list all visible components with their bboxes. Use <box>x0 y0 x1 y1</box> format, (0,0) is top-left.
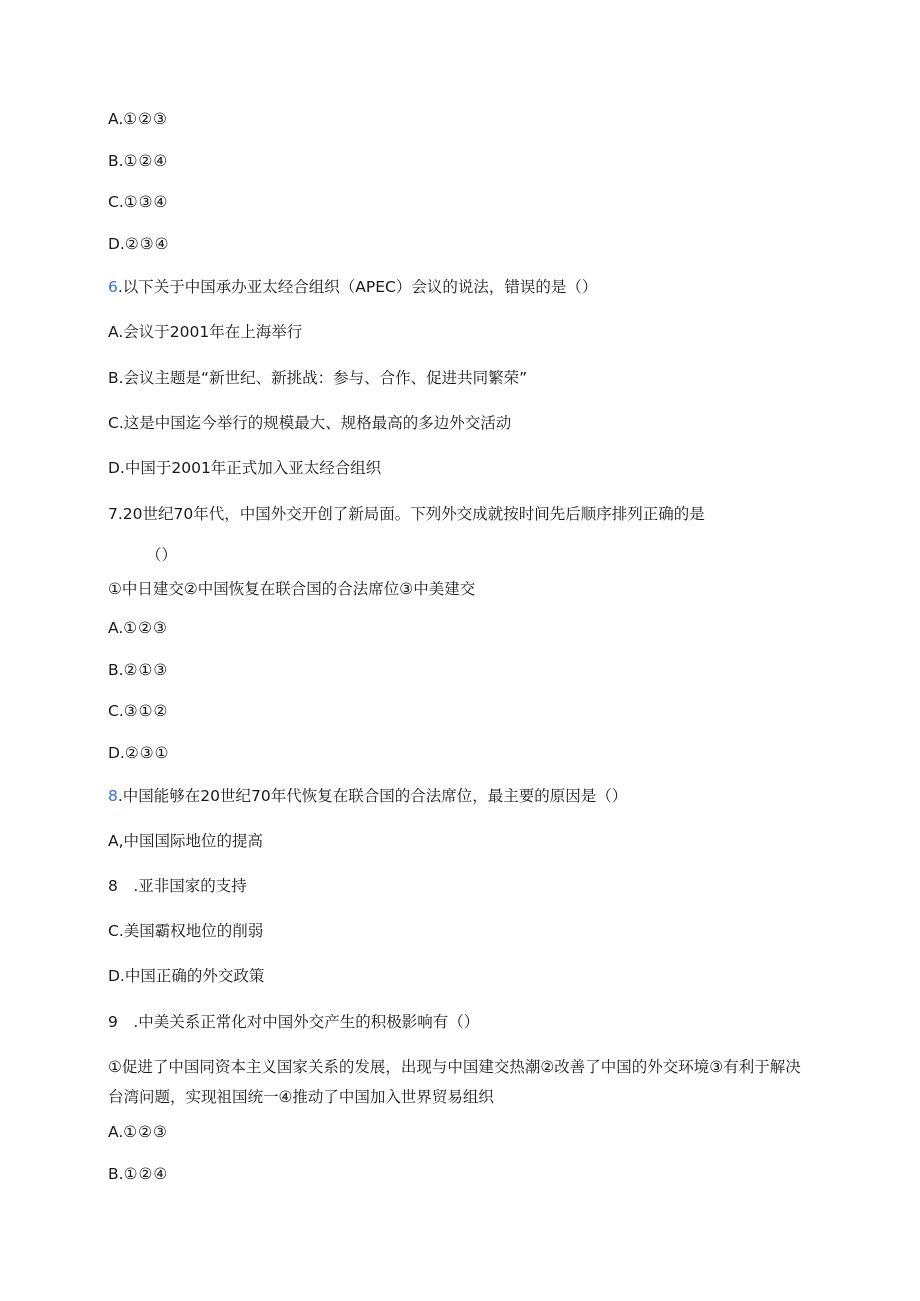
q8-option-c: C.美国霸权地位的削弱 <box>108 922 264 940</box>
q8-option-a: A,中国国际地位的提高 <box>108 832 264 850</box>
q7-items: ①中日建交②中国恢复在联合国的合法席位③中美建交 <box>108 580 476 598</box>
q8-option-d: D.中国正确的外交政策 <box>108 967 265 985</box>
q7-stem: 7.20世纪70年代，中国外交开创了新局面。下列外交成就按时间先后顺序排列正确的是 <box>108 505 705 523</box>
q7-option-b: B.②①③ <box>108 661 169 679</box>
q5-option-a: A.①②③ <box>108 110 168 128</box>
q9-stem: 9 .中美关系正常化对中国外交产生的积极影响有（） <box>108 1013 480 1031</box>
q9-items: ①促进了中国同资本主义国家关系的发展，出现与中国建交热潮②改善了中国的外交环境③有利于解决台湾问题，实现祖国统一④推动了中国加入世界贸易组织 <box>108 1058 801 1106</box>
q5-option-d: D.②③④ <box>108 235 170 253</box>
q9-option-a: A.①②③ <box>108 1123 168 1141</box>
q7-answer-bracket: （） <box>146 546 178 564</box>
q7-option-c: C.③①② <box>108 702 169 720</box>
q6-option-d: D.中国于2001年正式加入亚太经合组织 <box>108 459 382 477</box>
q8-number: 8 <box>108 787 118 805</box>
q6-option-a: A.会议于2001年在上海举行 <box>108 323 303 341</box>
q7-option-a: A.①②③ <box>108 619 168 637</box>
q9-option-b: B.①②④ <box>108 1165 169 1183</box>
q6-option-b: B.会议主题是“新世纪、新挑战：参与、合作、促进共同繁荣” <box>108 369 528 387</box>
q5-option-b: B.①②④ <box>108 152 169 170</box>
q6-option-c: C.这是中国迄今举行的规模最大、规格最高的多边外交活动 <box>108 414 512 432</box>
q6-stem: 6.以下关于中国承办亚太经合组织（APEC）会议的说法，错误的是（） <box>108 278 598 296</box>
q8-option-b: 8 .亚非国家的支持 <box>108 877 247 895</box>
q7-option-d: D.②③① <box>108 744 170 762</box>
q6-number: 6 <box>108 278 118 296</box>
q5-option-c: C.①③④ <box>108 193 169 211</box>
q8-stem: 8.中国能够在20世纪70年代恢复在联合国的合法席位，最主要的原因是（） <box>108 787 628 805</box>
